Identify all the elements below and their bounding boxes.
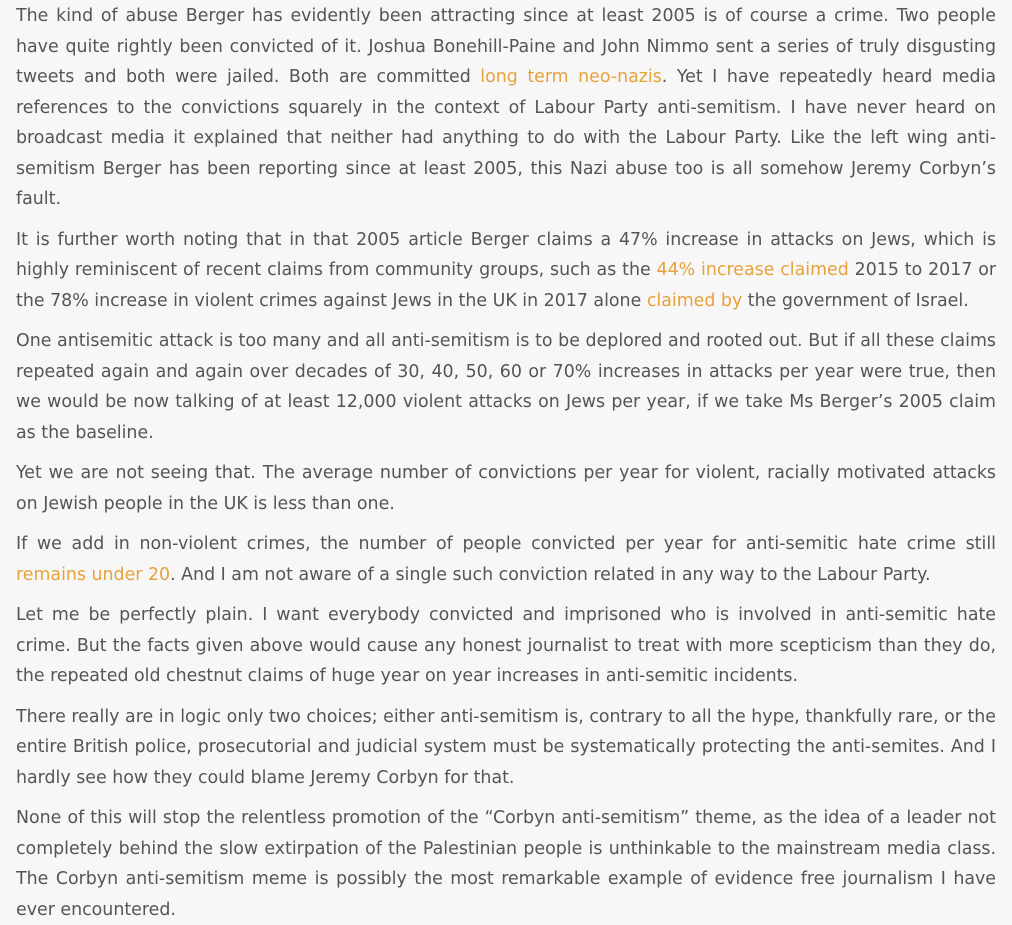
paragraph-8: None of this will stop the relentless promotion of the “Corbyn anti-semitism” theme, as the idea of a leader not completely behind the slow extirpation of the Palestinian people is unthinkable to the mainstream media class. The Corbyn anti-semitism meme is possibly the most remarkable example of evidence free journalism I have ever encountered. <box>16 808 996 920</box>
link-44-percent-increase-claimed[interactable]: 44% increase claimed <box>656 260 849 280</box>
paragraph-2-text-c: the government of Israel. <box>742 290 969 311</box>
paragraph-1-text-b: . Yet I have repeatedly heard media references to the convictions squarely in the context of Labour Party anti-semitism. I have never heard on broadcast media it explained that neither had anything to do with the Labour Party. Like the left wing anti-semitism Berger has been reporting since at least 2005, this Nazi abuse too is all somehow Jeremy Corbyn’s fault. <box>16 67 996 209</box>
link-remains-under-20[interactable]: remains under 20 <box>16 564 171 585</box>
paragraph-7: There really are in logic only two choices; either anti-semitism is, contrary to all the hype, thankfully rare, or the entire British police, prosecutorial and judicial system must be systematically protecting the anti-semites. And I hardly see how they could blame Jeremy Corbyn for that. <box>16 706 996 788</box>
paragraph-2-text-b: 2015 to 2017 or the 78% increase in violent crimes against Jews in the UK in 2017 alone <box>16 260 996 311</box>
paragraph-2-text-a: It is further worth noting that in that 2005 article Berger claims a 47% increase in attacks on Jews, which is highly reminiscent of recent claims from community groups, such as the <box>16 229 996 280</box>
link-claimed-by[interactable]: claimed by <box>646 290 743 311</box>
paragraph-1-text-a: The kind of abuse Berger has evidently been attracting since at least 2005 is of course a crime. Two people have quite rightly been convicted of it. Joshua Bonehill-Paine and John Nimmo sent a series of truly disgusting tweets and both were jailed. Both are committed <box>16 6 996 87</box>
paragraph-4: Yet we are not seeing that. The average number of convictions per year for violent, racially motivated attacks on Jewish people in the UK is less than one. <box>16 463 996 514</box>
paragraph-3: One antisemitic attack is too many and all anti-semitism is to be deplored and rooted out. But if all these claims repeated again and again over decades of 30, 40, 50, 60 or 70% increases in attacks per year were true, then we would be now talking of at least 12,000 violent attacks on Jews per year, if we take Ms Berger’s 2005 claim as the baseline. <box>16 331 996 443</box>
paragraph-5 <box>16 529 996 590</box>
paragraph-5-text-b: . And I am not aware of a single such conviction related in any way to the Labour Party. <box>170 564 931 585</box>
paragraph-2 <box>16 225 996 317</box>
paragraph-1 <box>16 1 996 215</box>
paragraph-6: Let me be perfectly plain. I want everybody convicted and imprisoned who is involved in anti-semitic hate crime. But the facts given above would cause any honest journalist to treat with more scepticism than they do, the repeated old chestnut claims of huge year on year increases in anti-semitic incidents. <box>16 605 996 686</box>
link-long-term-neo-nazis[interactable]: long term neo-nazis <box>480 67 662 87</box>
paragraph-5-text-a: If we add in non-violent crimes, the number of people convicted per year for anti-semitic hate crime still <box>16 534 996 554</box>
